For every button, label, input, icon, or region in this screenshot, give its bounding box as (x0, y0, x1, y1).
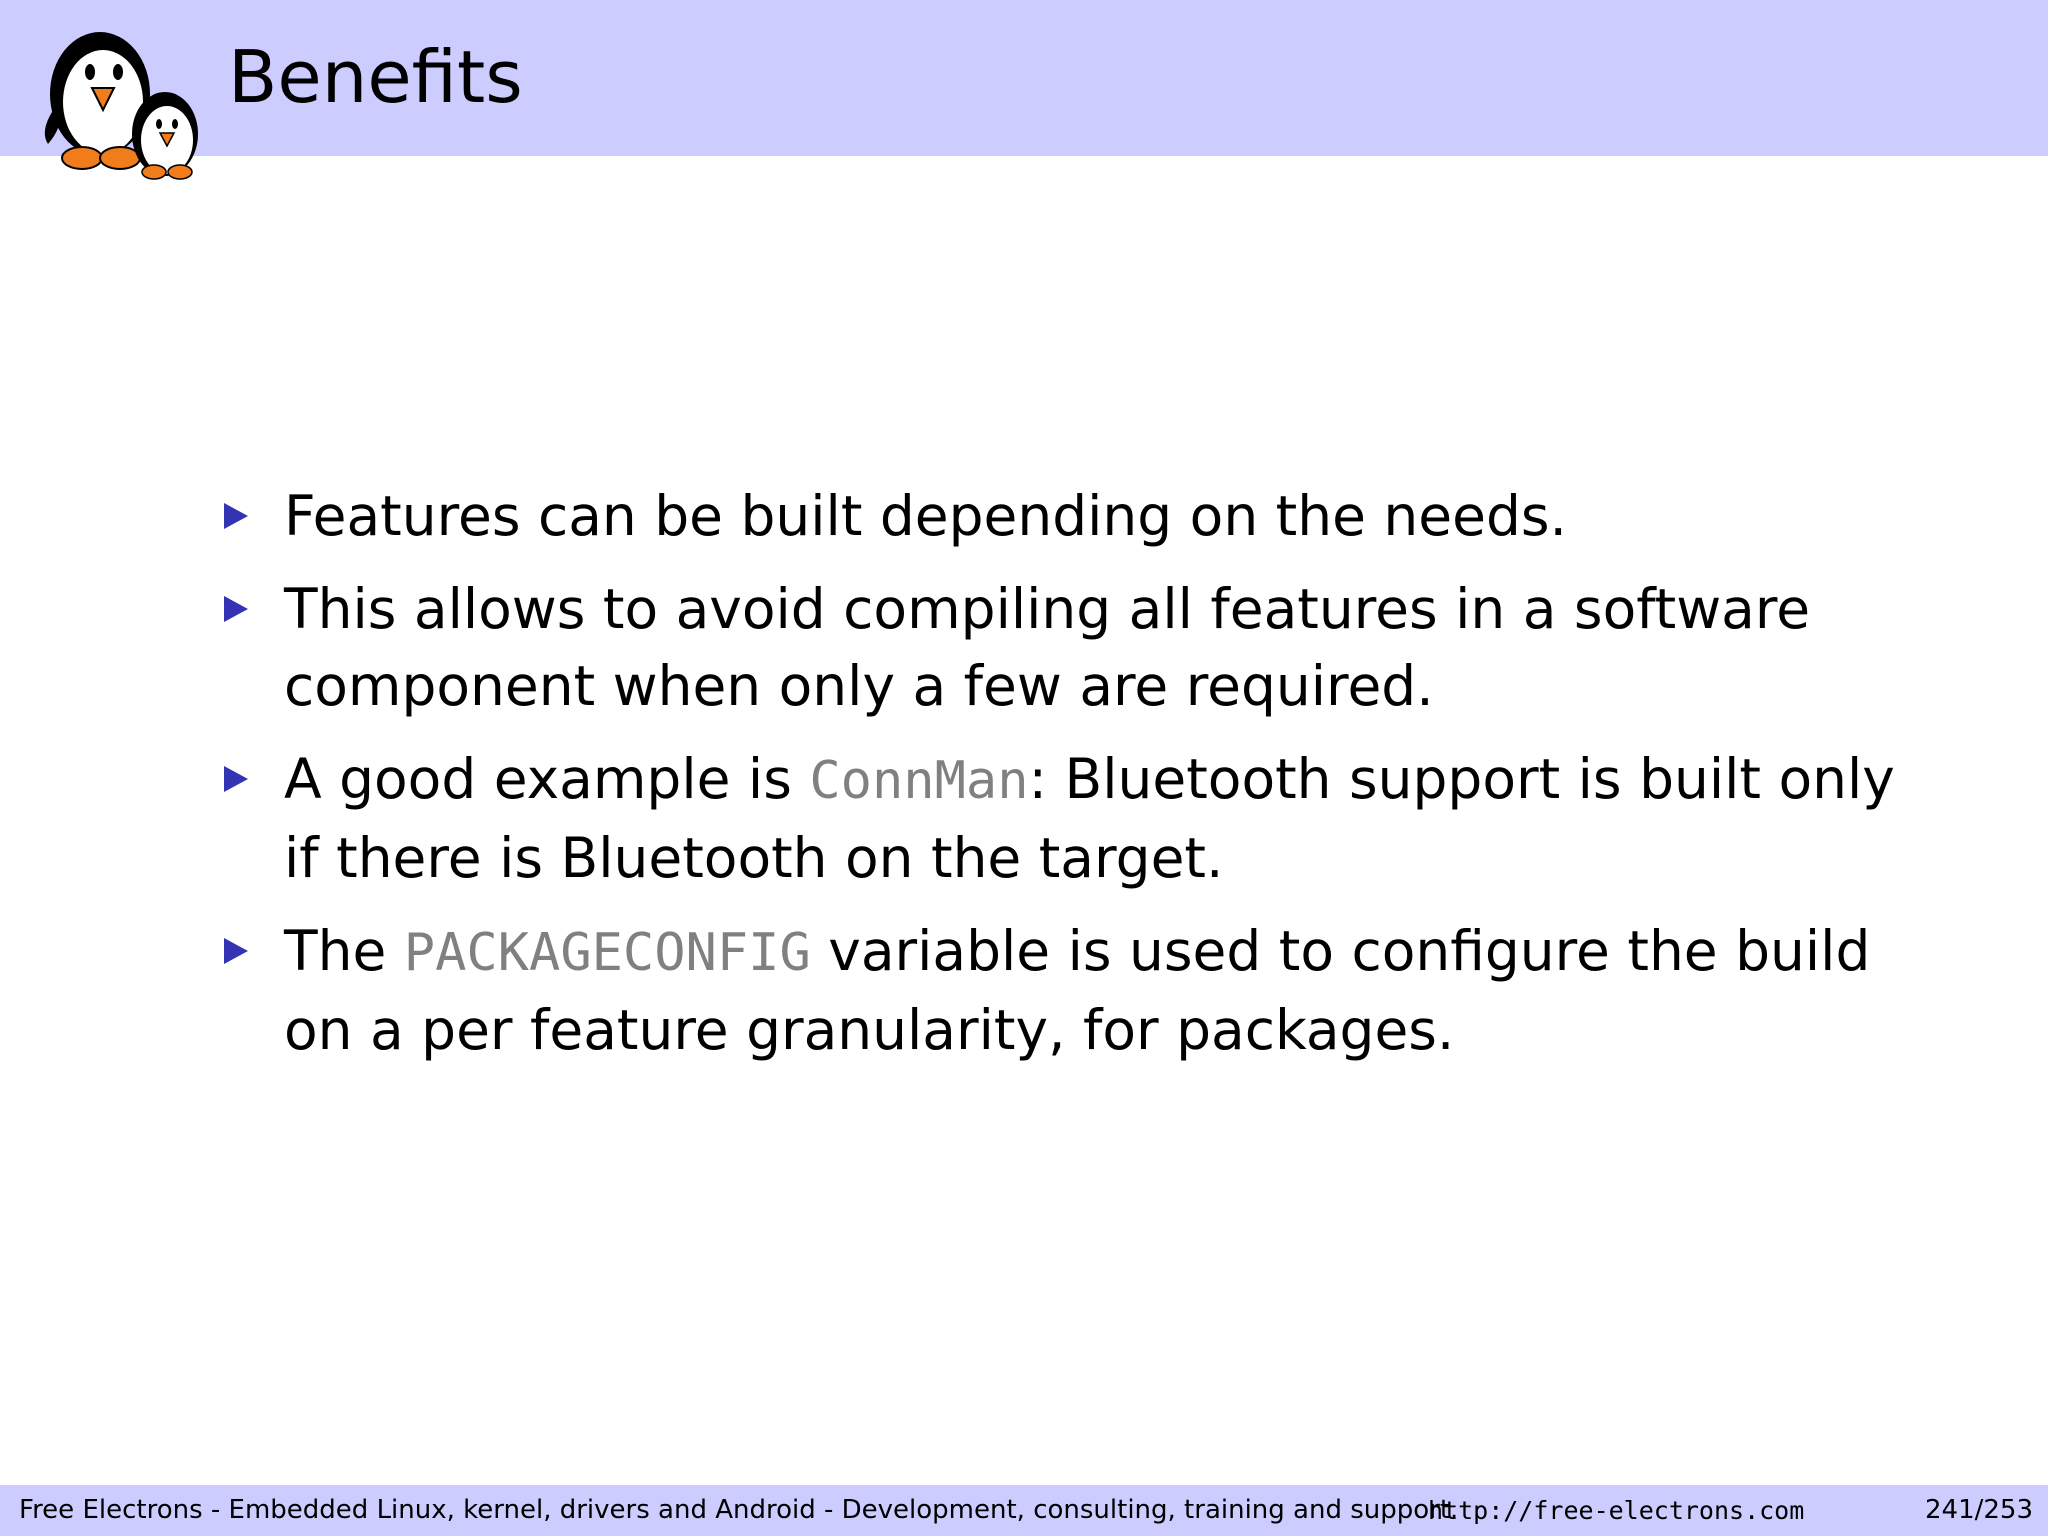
page-number: 241/253 (1924, 1495, 2033, 1525)
bullet-text: variable is used to configure the build on a per feature granularity, for packages. (284, 919, 1871, 1062)
bullet-triangle-icon (224, 766, 248, 792)
bullet-item (218, 741, 1918, 897)
bullet-item (218, 571, 1918, 725)
bullet-text: Features can be built depending on the needs. (284, 484, 1567, 548)
code-snippet: PACKAGECONFIG (403, 923, 811, 983)
bullet-triangle-icon (224, 503, 248, 529)
bullet-triangle-icon (224, 938, 248, 964)
bullet-text: The (284, 919, 404, 983)
bullet-item (218, 913, 1918, 1069)
penguins-logo-icon (30, 22, 210, 187)
bullet-item (218, 478, 1918, 555)
bullet-list (218, 478, 1918, 1085)
footer-text: Free Electrons - Embedded Linux, kernel, drivers and Android - Development, consulting, training and support. (19, 1495, 1459, 1525)
slide-title: Benefits (228, 35, 523, 119)
bullet-text: This allows to avoid compiling all features in a software component when only a few are required. (284, 577, 1811, 718)
bullet-text: A good example is (284, 747, 810, 811)
footer-url-link[interactable]: http://free-electrons.com (1428, 1496, 1805, 1525)
bullet-triangle-icon (224, 596, 248, 622)
slide-footer (0, 1485, 2048, 1536)
code-snippet: ConnMan (809, 751, 1029, 811)
bullet-text: : Bluetooth support is built only if there is Bluetooth on the target. (284, 747, 1895, 890)
